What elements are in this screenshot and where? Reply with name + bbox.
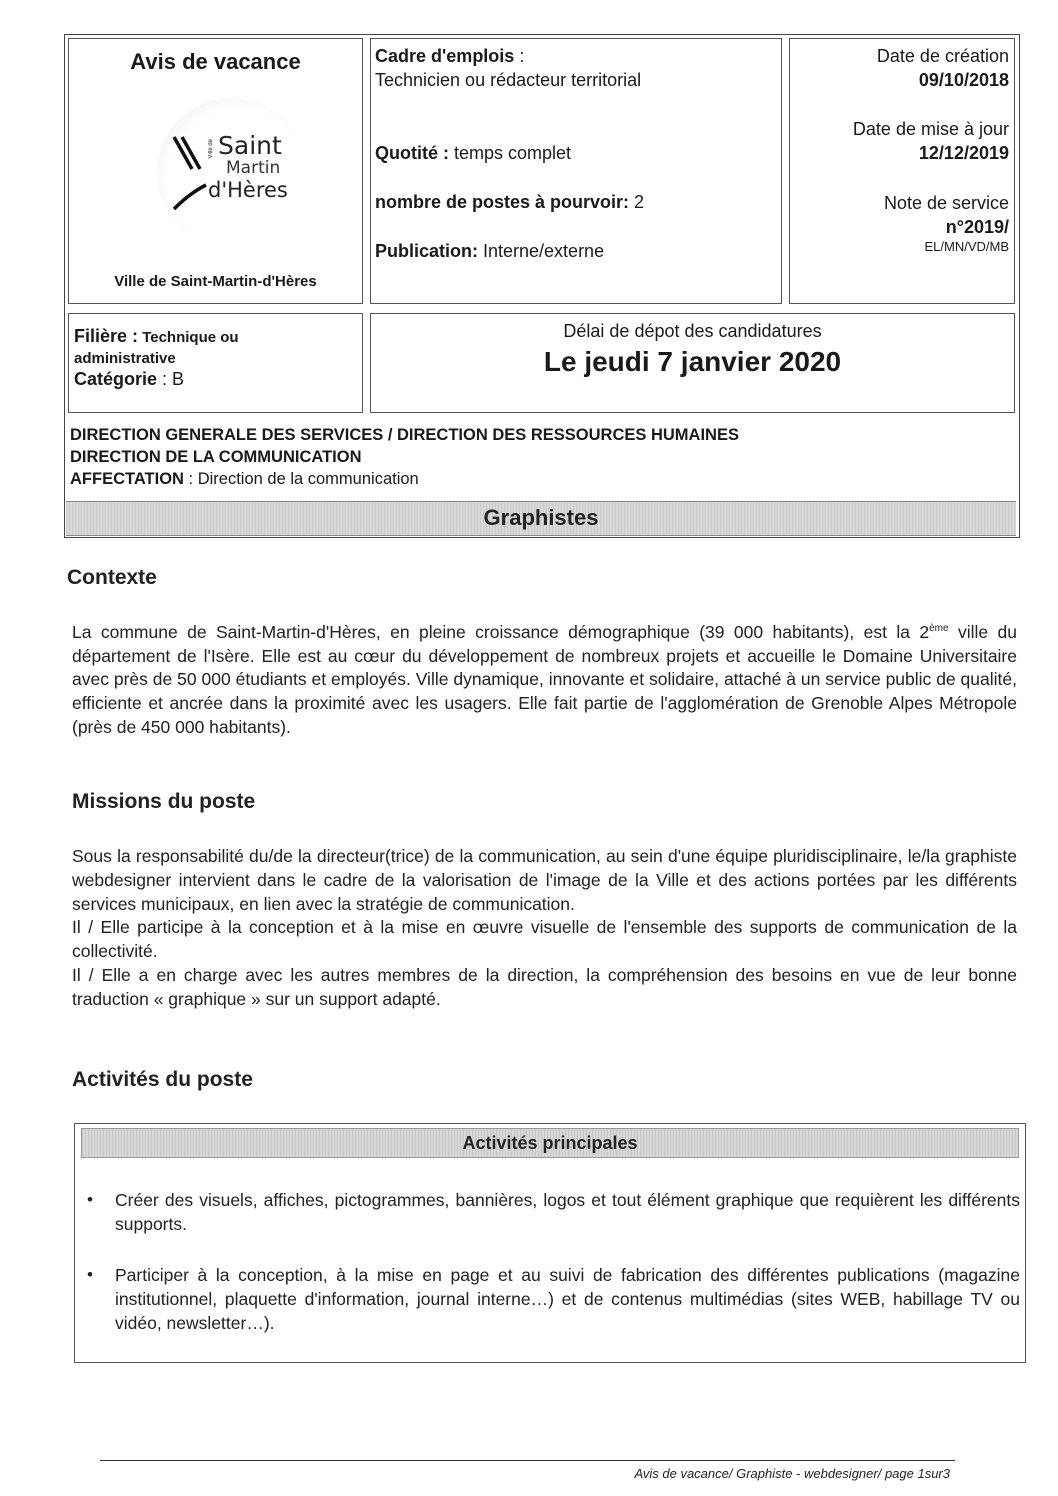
contexte-sup: ème	[929, 623, 949, 634]
publication-line	[375, 241, 604, 262]
note-ref: EL/MN/VD/MB	[924, 239, 1009, 254]
cadre-block	[375, 44, 641, 92]
city-logo	[170, 133, 300, 213]
date-maj-label: Date de mise à jour	[852, 119, 1009, 139]
activite-text: Participer à la conception, à la mise en page et au suivi de fabrication des différentes publications (magazine institutionnel, plaquette d'information, journal interne…) et de contenus multimédias (sites WEB, habillage TV ou vidéo, newsletter…).	[115, 1265, 1020, 1333]
postes-value: 2	[629, 192, 645, 212]
logo-line-1: Saint	[218, 131, 282, 160]
footer-rule	[100, 1460, 955, 1461]
date-creation-value: 09/10/2018	[918, 70, 1009, 90]
date-creation	[795, 44, 1009, 92]
activites-box	[74, 1123, 1026, 1363]
postes-line	[375, 192, 644, 213]
affectation-value: : Direction de la communication	[183, 470, 419, 488]
missions-p1: Sous la responsabilité du/de la directeur(trice) de la communication, au sein d'une équipe pluridisciplinaire, le/la graphiste webdesigner intervient dans le cadre de la valorisation de l'image de la Ville et des actions portées par les différents services municipaux, en lien avec la stratégie de communication.	[72, 846, 1017, 914]
job-title: Graphistes	[483, 505, 599, 530]
list-item	[87, 1263, 1020, 1335]
affectation-label: AFFECTATION	[70, 470, 184, 488]
direction-block	[70, 424, 1010, 490]
activite-text: Créer des visuels, affiches, pictogrammes, bannières, logos et tout élément graphique que requièrent les différents supports.	[115, 1190, 1020, 1234]
quotite-value: temps complet	[449, 143, 572, 163]
filiere-value: Technique ou	[138, 329, 239, 346]
logo-small-text: Ville de	[208, 139, 214, 159]
contexte-text-a: La commune de Saint-Martin-d'Hères, en pleine croissance démographique (39 000 habitants), est la 2	[72, 621, 930, 642]
note-label: Note de service	[883, 193, 1009, 213]
categorie-label: Catégorie	[74, 369, 158, 389]
publication-value: Interne/externe	[478, 241, 605, 261]
list-item	[87, 1188, 1020, 1236]
postes-label: nombre de postes à pourvoir:	[375, 192, 630, 212]
city-name: Ville de Saint-Martin-d'Hères	[114, 273, 317, 290]
contexte-text-b: ville du département de l'Isère. Elle est au cœur du développement de nombreux projets et accueille le Domaine Universitaire avec près de 50 000 étudiants et employés. Ville dynamique, innovante et solidaire, attaché à un service public de qualité, efficiente et ancrée dans la proximité avec les usagers. Elle fait partie de l'agglomération de Grenoble Alpes Métropole (près de 450 000 habitants).	[72, 621, 1017, 738]
job-title-band	[66, 501, 1016, 536]
filiere-block	[74, 326, 359, 390]
cadre-value: Technicien ou rédacteur territorial	[375, 70, 642, 90]
date-maj	[795, 117, 1009, 165]
quotite-line	[375, 143, 571, 164]
deadline-date: Le jeudi 7 janvier 2020	[543, 346, 842, 377]
date-maj-value: 12/12/2019	[918, 143, 1009, 163]
missions-p2: Il / Elle participe à la conception et à la mise en œuvre visuelle de l'ensemble des supports de communication de la collectivité.	[72, 917, 1017, 962]
activites-band	[81, 1128, 1019, 1158]
deadline-label: Délai de dépot des candidatures	[563, 321, 822, 341]
bullet-icon: •	[87, 1265, 93, 1284]
contexte-heading: Contexte	[67, 566, 157, 589]
logo-line-3: d'Hères	[208, 178, 288, 202]
notice-title: Avis de vacance	[130, 49, 301, 74]
note-value: n°2019/	[945, 217, 1009, 237]
missions-paragraphs	[72, 845, 1017, 1012]
activites-box-title: Activités principales	[462, 1133, 638, 1153]
activites-heading: Activités du poste	[72, 1068, 253, 1091]
page-footer: Avis de vacance/ Graphiste - webdesigner/ page 1sur3	[634, 1466, 950, 1481]
filiere-label: Filière :	[74, 326, 139, 346]
quotite-label: Quotité :	[375, 143, 449, 163]
bullet-icon: •	[87, 1190, 93, 1209]
direction-line-2: DIRECTION DE LA COMMUNICATION	[70, 448, 362, 466]
date-creation-label: Date de création	[876, 46, 1009, 66]
missions-heading: Missions du poste	[72, 790, 256, 813]
publication-label: Publication:	[375, 241, 478, 261]
logo-line-2: Martin	[226, 158, 281, 178]
missions-p3: Il / Elle a en charge avec les autres membres de la direction, la compréhension des besoins en vue de leur bonne traduction « graphique » sur un support adapté.	[72, 964, 1017, 1009]
note-service	[795, 191, 1009, 254]
contexte-paragraph	[72, 617, 1017, 740]
cadre-label: Cadre d'emplois	[375, 46, 515, 66]
cadre-colon: :	[514, 46, 525, 66]
categorie-value: : B	[157, 369, 185, 389]
direction-line-1: DIRECTION GENERALE DES SERVICES / DIRECTION DES RESSOURCES HUMAINES	[70, 426, 739, 444]
filiere-value-2: administrative	[74, 350, 176, 367]
